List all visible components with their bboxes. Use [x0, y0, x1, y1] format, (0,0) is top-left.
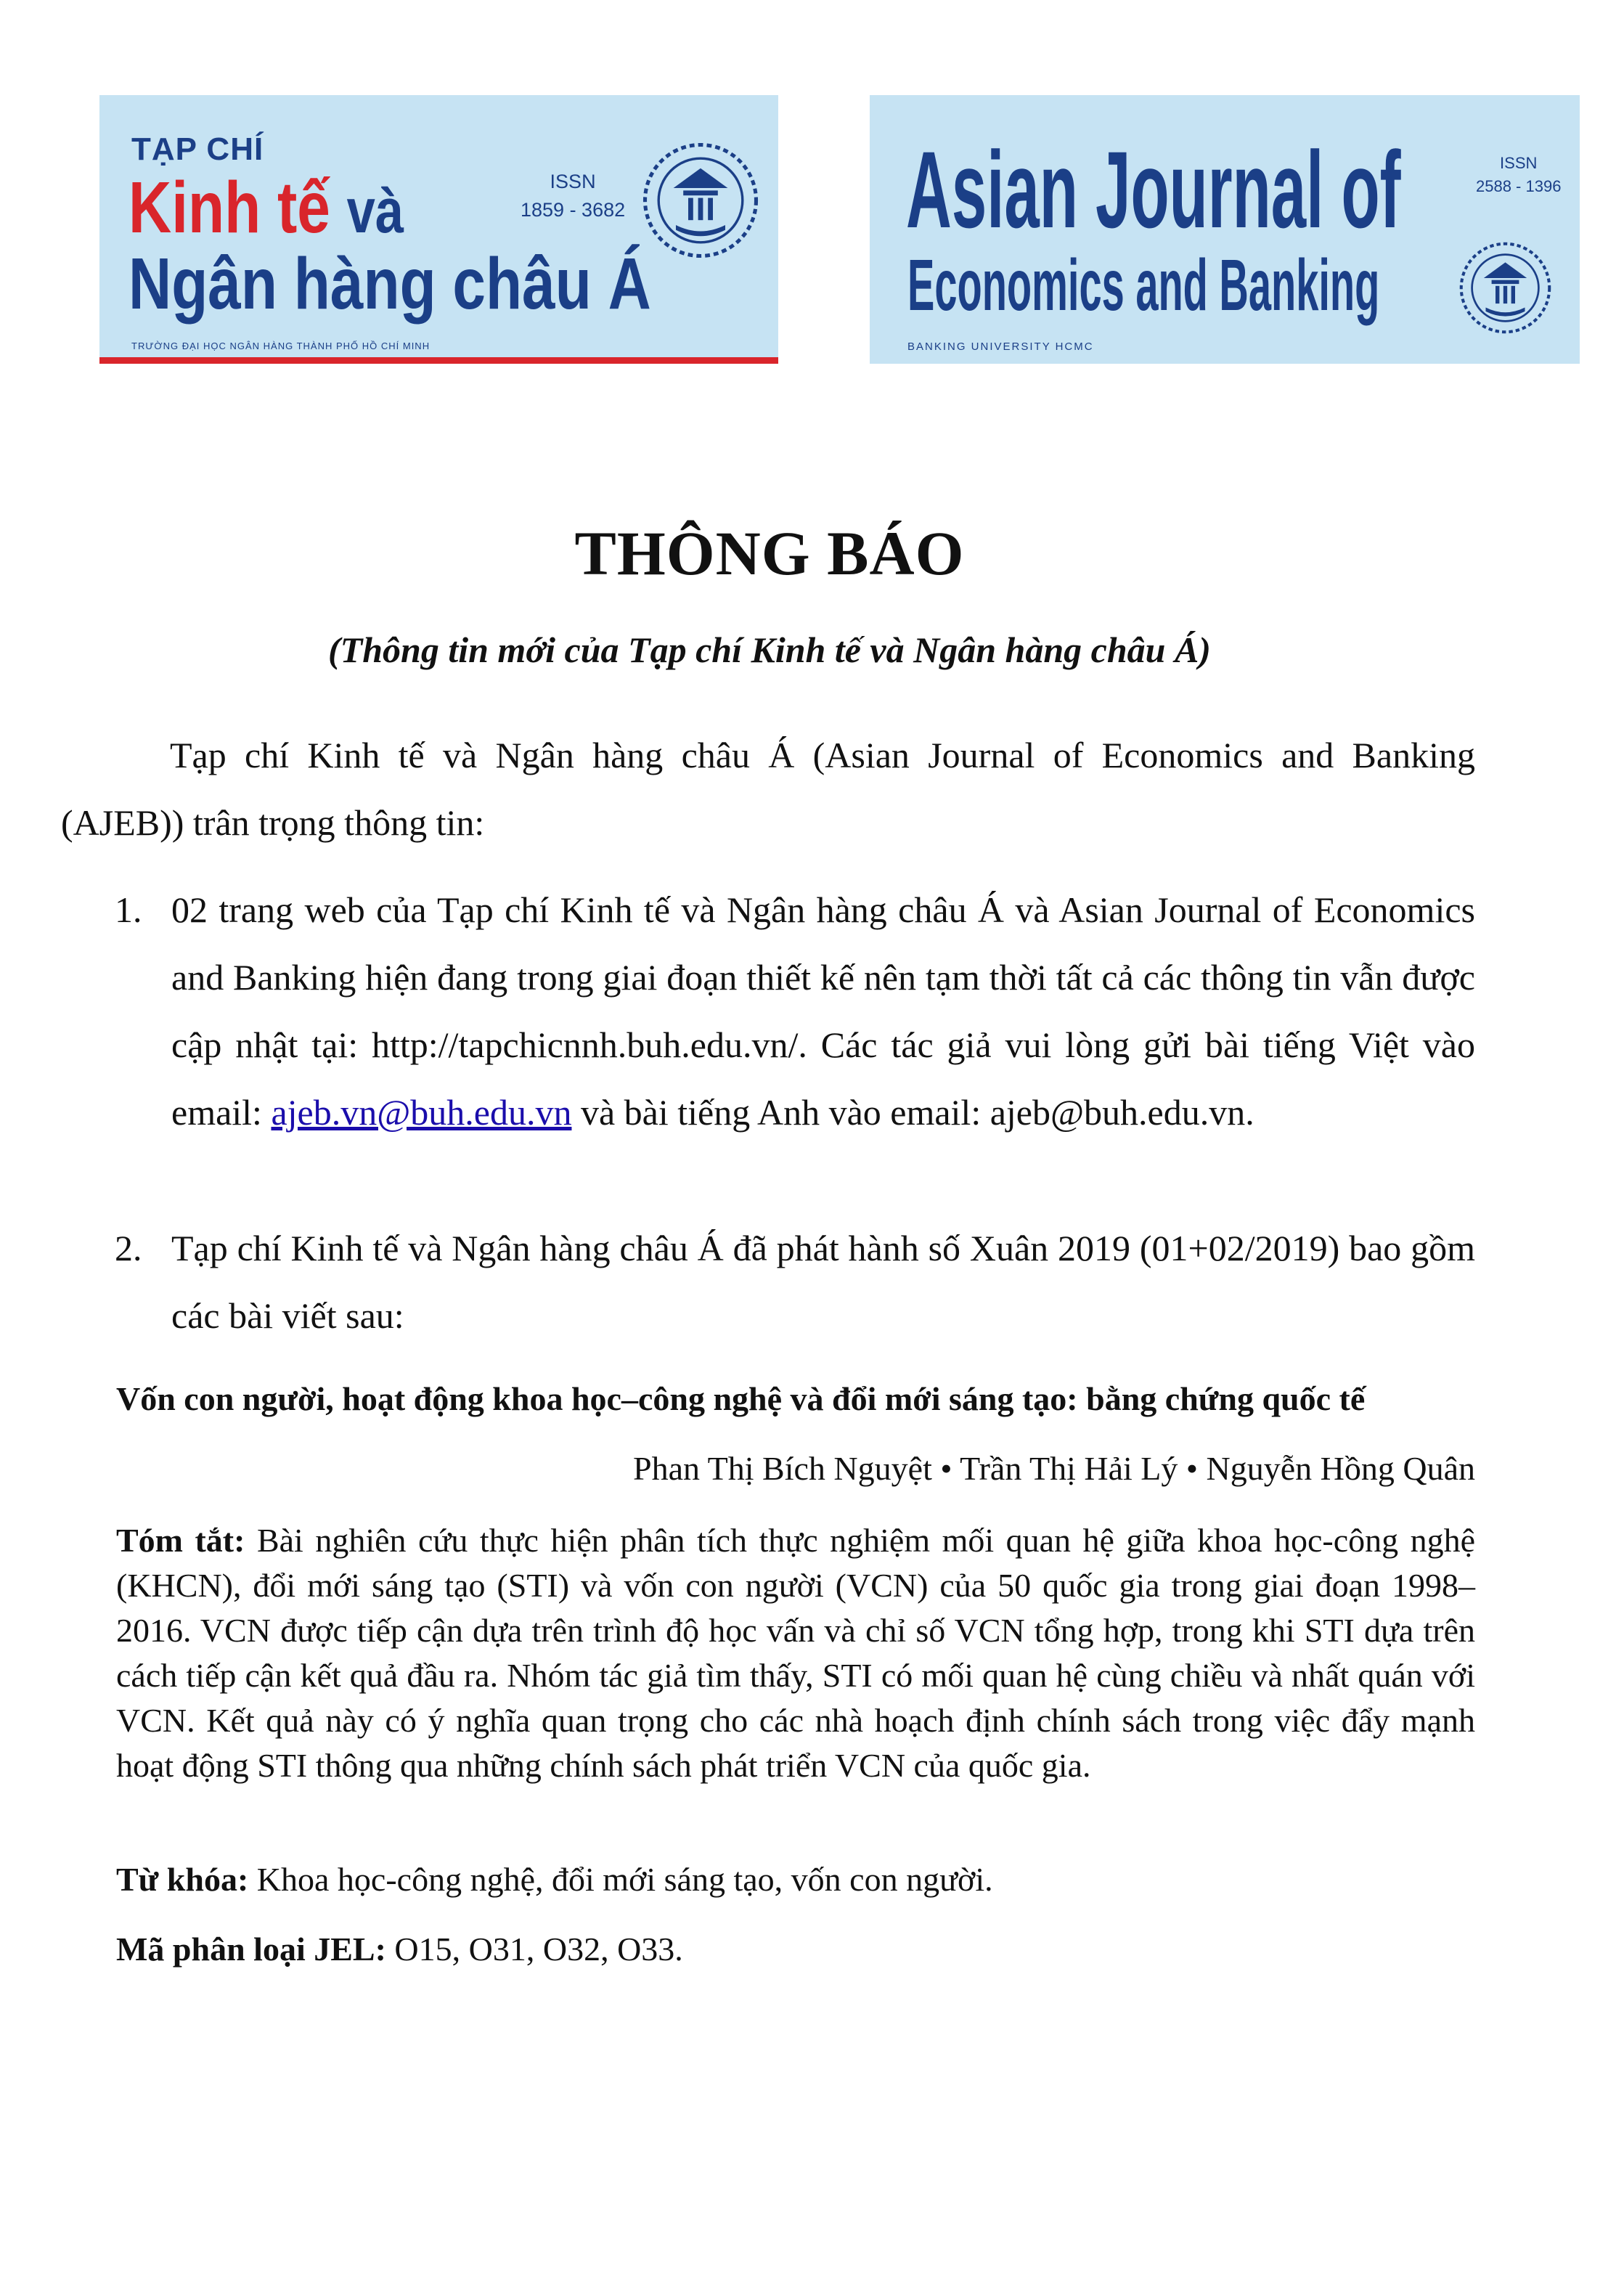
list-item-text: Tạp chí Kinh tế và Ngân hàng châu Á đã phát hành số Xuân 2019 (01+02/2019) bao gồm các bài viết sau:	[171, 1228, 1475, 1336]
list-item-number: 1.	[115, 889, 142, 930]
list-item-text: 02 trang web của Tạp chí Kinh tế và Ngân hàng châu Á và Asian Journal of Economics and Banking hiện đang trong giai đoạn thiết kế nên tạm thời tất cả các thông tin vẫn được cập nhật tại: http://tapchicnnh.buh.edu.vn/. Các tác giả vui lòng gửi bài tiếng Việt vào email:	[171, 889, 1475, 1133]
banner-en-subline: BANKING UNIVERSITY HCMC	[907, 341, 1094, 353]
university-logo-icon	[1456, 239, 1554, 337]
keywords-text: Khoa học-công nghệ, đổi mới sáng tạo, vốn con người.	[256, 1861, 993, 1898]
banner-en-title-line-1: Asian Journal of	[906, 129, 1401, 250]
intro-paragraph: Tạp chí Kinh tế và Ngân hàng châu Á (Asian Journal of Economics and Banking (AJEB)) trân trọng thông tin:	[61, 735, 1475, 843]
list-item-number: 2.	[115, 1228, 142, 1268]
list-item	[115, 876, 1475, 1146]
banner-tap-chi-text: TẠP CHÍ	[131, 131, 264, 167]
journal-banner-vietnamese	[99, 95, 778, 364]
issn-label: ISSN	[550, 171, 596, 192]
issn-label: ISSN	[1500, 154, 1538, 172]
notice-subtitle: (Thông tin mới của Tạp chí Kinh tế và Ngân hàng châu Á)	[328, 629, 1211, 670]
issn-number: 2588 - 1396	[1476, 176, 1562, 195]
banner-en-issn	[1476, 152, 1561, 198]
keywords-label: Từ khóa:	[116, 1861, 249, 1898]
banner-subline: TRƯỜNG ĐẠI HỌC NGÂN HÀNG THÀNH PHỐ HỒ CHÍ MINH	[131, 341, 431, 351]
article-title: Vốn con người, hoạt động khoa học–công nghệ và đổi mới sáng tạo: bằng chứng quốc tế	[116, 1380, 1366, 1417]
banner-title-line-2: Ngân hàng châu Á	[128, 243, 651, 325]
banner-en-title-line-2: Economics and Banking	[907, 245, 1380, 326]
university-logo-icon	[639, 139, 762, 262]
banner-title-line-1	[128, 167, 404, 248]
email-link[interactable]: ajeb.vn@buh.edu.vn	[271, 1092, 572, 1133]
journal-banner-english	[870, 95, 1580, 364]
article-keywords	[116, 1860, 1475, 1899]
issn-number: 1859 - 3682	[521, 199, 626, 221]
article-abstract	[116, 1518, 1475, 1788]
list-item	[115, 1215, 1475, 1350]
banner-title-conjunction: và	[346, 176, 404, 246]
banner-title-red: Kinh tế	[128, 167, 330, 248]
abstract-label: Tóm tắt:	[116, 1522, 245, 1559]
banner-issn	[521, 168, 625, 224]
article-jel-codes	[116, 1930, 1475, 1968]
jel-text: O15, O31, O32, O33.	[394, 1931, 683, 1968]
abstract-text: Bài nghiên cứu thực hiện phân tích thực nghiệm mối quan hệ giữa khoa học-công nghệ (KHCN), đổi mới sáng tạo (STI) và vốn con người (VCN) của 50 quốc gia trong giai đoạn 1998–2016. VCN được tiếp cận dựa trên trình độ học vấn và chỉ số VCN tổng hợp, trong khi STI dựa trên cách tiếp cận kết quả đầu ra. Nhóm tác giả tìm thấy, STI có mối quan hệ cùng chiều và nhất quán với VCN. Kết quả này có ý nghĩa quan trọng cho các nhà hoạch định chính sách trong việc đẩy mạnh hoạt động STI thông qua những chính sách phát triển VCN của quốc gia.	[116, 1522, 1476, 1784]
list-item-text-continued: và bài tiếng Anh vào email: ajeb@buh.edu.vn.	[580, 1092, 1254, 1133]
jel-label: Mã phân loại JEL:	[116, 1931, 386, 1968]
notice-title: THÔNG BÁO	[574, 518, 965, 588]
article-authors: Phan Thị Bích Nguyệt • Trần Thị Hải Lý • Nguyễn Hồng Quân	[633, 1450, 1475, 1487]
banner-red-rule	[99, 357, 778, 364]
